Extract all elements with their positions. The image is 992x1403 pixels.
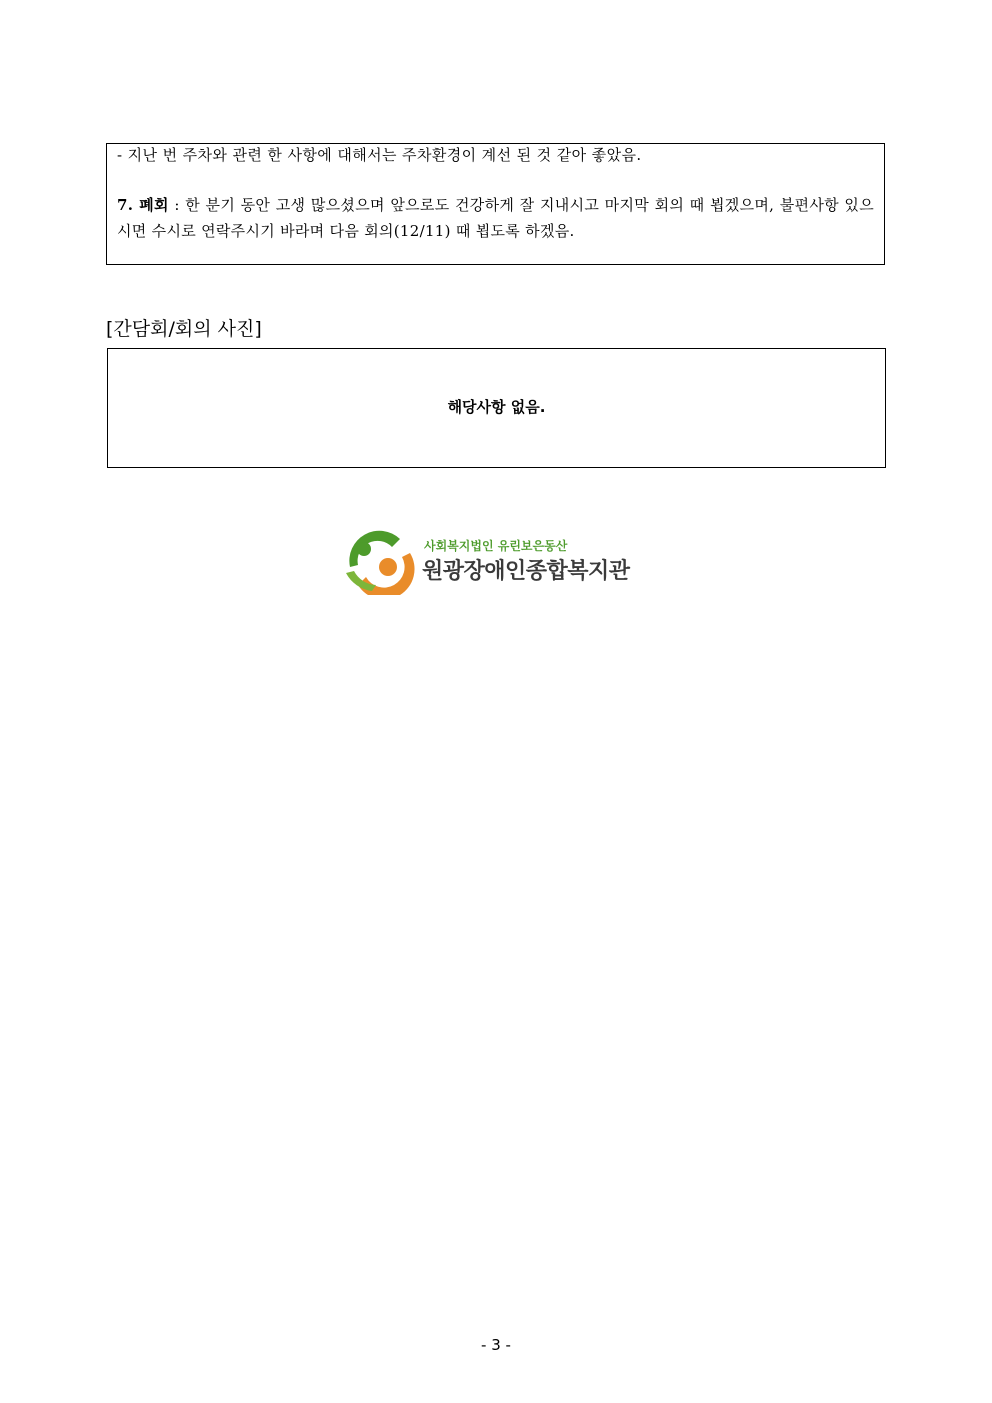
closing-label: 7. 폐회: [117, 196, 169, 214]
logo-emblem-icon: [342, 527, 418, 595]
photos-box: [107, 348, 886, 468]
parking-note: - 지난 번 주차와 관련 한 사항에 대해서는 주차환경이 계선 된 것 같아 좋았음.: [117, 146, 642, 164]
no-items-text: 해당사항 없음.: [447, 398, 546, 416]
page-number: - 3 -: [481, 1336, 511, 1354]
organization-logo: [342, 527, 652, 595]
closing-text: : 한 분기 동안 고생 많으셨으며 앞으로도 건강하게 잘 지내시고 마지막 회의 때 뵙겠으며, 불편사항 있으시면 수시로 연락주시기 바라며 다음 회의(12/11) 때 뵙도록 하겠음.: [117, 196, 874, 240]
meeting-minutes-box: [106, 143, 885, 265]
logo-name: 원광장애인종합복지관: [422, 559, 630, 584]
logo-subtitle: 사회복지법인 유린보은동산: [424, 539, 568, 553]
photos-section-title: [간담회/회의 사진]: [106, 318, 262, 340]
closing-paragraph: [117, 192, 874, 244]
